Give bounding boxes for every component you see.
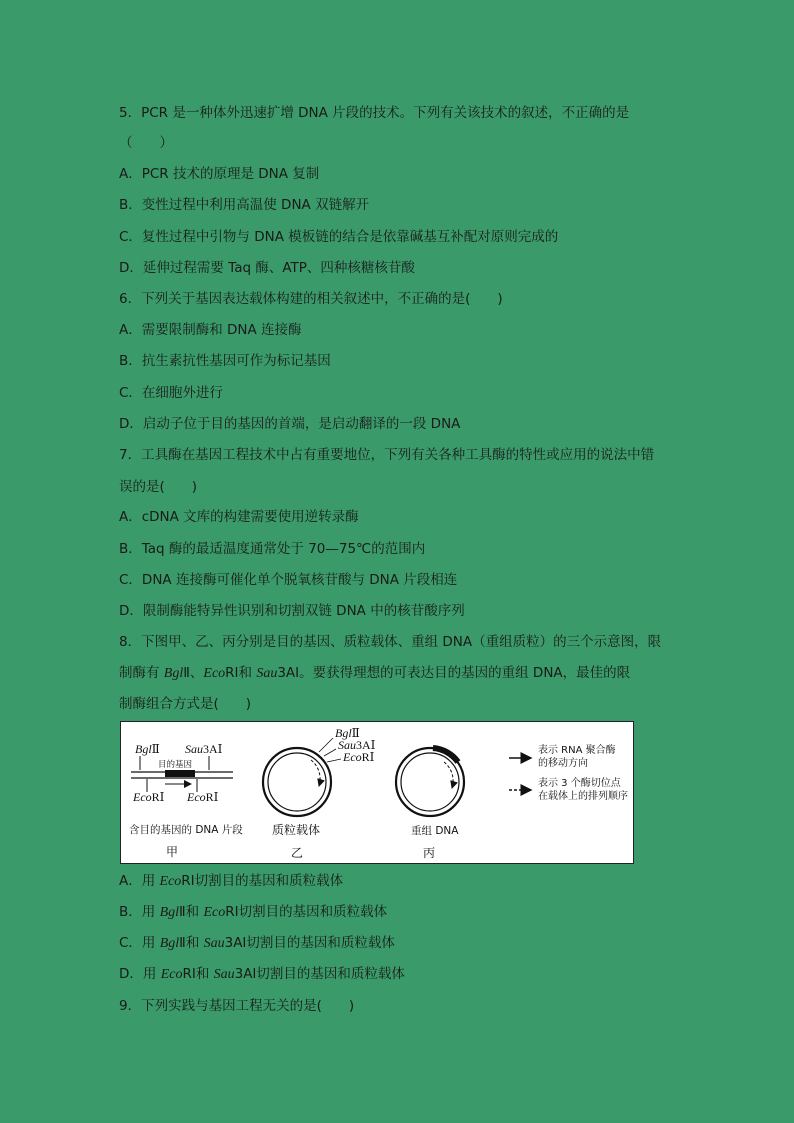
jia-dna-fragment <box>129 742 243 859</box>
q8-stem-line2: 制酶有 BglⅡ、EcoRⅠ和 Sau3AⅠ。要获得理想的可表达目的基因的重组 DNA，最佳的限 <box>119 665 631 681</box>
jia-target-gene-block <box>165 770 195 777</box>
q6-option-c: C．在细胞外进行 <box>119 385 223 401</box>
q5-option-c: C．复性过程中引物与 DNA 模板链的结合是依靠碱基互补配对原则完成的 <box>119 229 559 245</box>
legend2-line2: 在载体上的排列顺序 <box>538 791 628 802</box>
q8-figure-svg <box>121 722 633 863</box>
q8-stem-line1: 8．下图甲、乙、丙分别是目的基因、质粒载体、重组 DNA（重组质粒）的三个示意图，限 <box>119 634 662 650</box>
q5-stem: 5．PCR 是一种体外迅速扩增 DNA 片段的技术。下列有关该技术的叙述，不正确的是 <box>119 105 630 121</box>
jia-sau-label: Sau3AⅠ <box>185 742 223 756</box>
yi-bgl-pointer <box>319 738 333 752</box>
yi-sau-pointer <box>324 749 336 756</box>
yi-name: 乙 <box>291 846 304 860</box>
jia-caption: 含目的基因的 DNA 片段 <box>129 824 243 836</box>
q7-option-a: A．cDNA 文库的构建需要使用逆转录酶 <box>119 509 359 525</box>
q5-option-d: D．延伸过程需要 Taq 酶、ATP、四种核糖核苷酸 <box>119 260 415 276</box>
q6-option-d: D．启动子位于目的基因的首端，是启动翻译的一段 DNA <box>119 416 461 432</box>
yi-bgl-label: BglⅡ <box>335 726 360 740</box>
yi-sau-label: Sau3AⅠ <box>338 738 376 752</box>
jia-eco1-label: EcoRⅠ <box>133 790 165 804</box>
q6-stem: 6．下列关于基因表达载体构建的相关叙述中，不正确的是( ) <box>119 291 503 307</box>
q5-option-b: B．变性过程中利用高温使 DNA 双链解开 <box>119 197 370 213</box>
yi-eco-pointer <box>327 759 341 762</box>
legend1-line2: 的移动方向 <box>538 758 588 769</box>
yi-site-order-arrow <box>311 760 320 786</box>
bing-name: 丙 <box>423 846 436 860</box>
yi-caption: 质粒载体 <box>272 823 321 837</box>
q8-option-a: A．用 EcoRⅠ切割目的基因和质粒载体 <box>119 873 344 889</box>
bing-caption: 重组 DNA <box>411 825 459 837</box>
yi-plasmid-outer <box>263 748 331 816</box>
q8-option-d: D．用 EcoRⅠ和 Sau3AⅠ切割目的基因和质粒载体 <box>119 966 405 982</box>
jia-bgl-label: BglⅡ <box>135 742 160 756</box>
legend2-line1: 表示 3 个酶切位点 <box>538 778 621 789</box>
jia-name: 甲 <box>166 845 179 859</box>
bing-inserted-gene <box>433 748 458 762</box>
bing-plasmid-inner <box>401 753 459 811</box>
q8-stem-line3: 制酶组合方式是( ) <box>119 696 252 712</box>
q7-stem-line2: 误的是( ) <box>119 479 198 495</box>
q5-option-a: A．PCR 技术的原理是 DNA 复制 <box>119 166 320 182</box>
bing-direction-arrow <box>444 762 453 788</box>
bing-recombinant <box>396 748 464 860</box>
q5-paren: （ ） <box>119 135 173 151</box>
yi-eco-label: EcoRⅠ <box>343 750 375 764</box>
q8-option-c: C．用 BglⅡ和 Sau3AⅠ切割目的基因和质粒载体 <box>119 935 395 951</box>
q8-option-b: B．用 BglⅡ和 EcoRⅠ切割目的基因和质粒载体 <box>119 904 388 920</box>
q7-option-b: B．Taq 酶的最适温度通常处于 70—75℃的范围内 <box>119 541 426 557</box>
yi-plasmid-inner <box>268 753 326 811</box>
q6-option-a: A．需要限制酶和 DNA 连接酶 <box>119 322 302 338</box>
q7-option-c: C．DNA 连接酶可催化单个脱氧核苷酸与 DNA 片段相连 <box>119 572 458 588</box>
q7-stem-line1: 7．工具酶在基因工程技术中占有重要地位，下列有关各种工具酶的特性或应用的说法中错 <box>119 447 655 463</box>
q6-option-b: B．抗生素抗性基因可作为标记基因 <box>119 353 331 369</box>
jia-eco2-label: EcoRⅠ <box>187 790 219 804</box>
yi-plasmid <box>263 726 376 860</box>
q7-option-d: D．限制酶能特异性识别和切割双链 DNA 中的核苷酸序列 <box>119 603 465 619</box>
legend1-line1: 表示 RNA 聚合酶 <box>538 745 616 756</box>
q9-stem: 9．下列实践与基因工程无关的是( ) <box>119 998 355 1014</box>
figure-legend <box>509 743 628 802</box>
q8-figure <box>120 721 634 864</box>
jia-gene-label: 目的基因 <box>158 760 193 770</box>
